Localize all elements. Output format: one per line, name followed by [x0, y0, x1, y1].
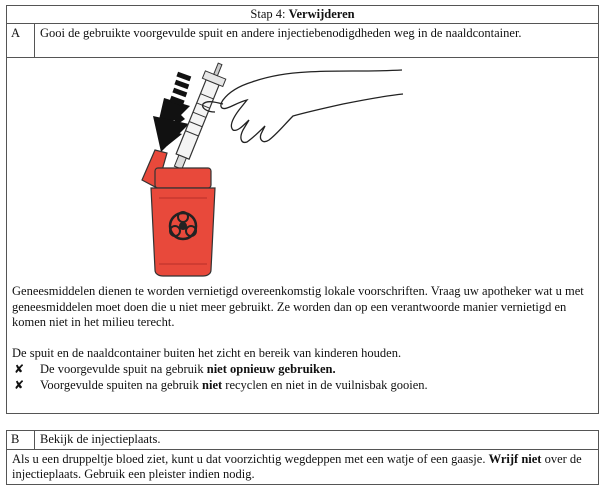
step4-title: Stap 4: Verwijderen: [7, 6, 598, 24]
hand-icon: [203, 70, 403, 142]
sharps-disposal-illustration: [7, 58, 600, 284]
step4-content: [7, 58, 598, 413]
stepb-text: Bekijk de injectieplaats.: [40, 432, 161, 446]
stepb-table: [6, 430, 599, 485]
keep-away-children: De spuit en de naaldcontainer buiten het zicht en bereik van kinderen houden.: [12, 345, 402, 360]
bullet-no-recycle: ✘ Voorgevulde spuiten na gebruik niet recyclen en niet in de vuilnisbak gooien.: [14, 378, 428, 392]
step-letter-a: A: [7, 24, 35, 57]
step4-a-text: Gooi de gebruikte voorgevulde spuit en andere injectiebenodigdheden weg in de naaldcontainer.: [40, 26, 522, 40]
bullet-no-reuse: ✘ De voorgevulde spuit na gebruik niet opnieuw gebruiken.: [14, 362, 336, 376]
sharps-container-icon: [142, 150, 215, 276]
step4-text-block: [7, 284, 598, 393]
disposal-instructions: Geneesmiddelen dienen te worden vernietigd overeenkomstig lokale voorschriften. Vraag uw apotheker wat u met geneesmiddelen moet doen die u niet meer gebruikt. Ze worden dan op een verantwoorde manier vernietigd en komen niet in het milieu terecht.: [12, 284, 584, 329]
step-letter-b: B: [7, 431, 35, 449]
step4-table: [6, 5, 599, 414]
disposal-illustration: [7, 58, 598, 284]
cross-icon: ✘: [14, 362, 25, 376]
stepb-row: [7, 431, 598, 450]
step4-a-row: [7, 24, 598, 58]
stepb-instructions: Als u een druppeltje bloed ziet, kunt u dat voorzichtig wegdeppen met een watje of een gaasje. Wrijf niet over de injectieplaats. Gebruik een pleister indien nodig.: [12, 452, 582, 481]
cross-icon: ✘: [14, 378, 25, 392]
